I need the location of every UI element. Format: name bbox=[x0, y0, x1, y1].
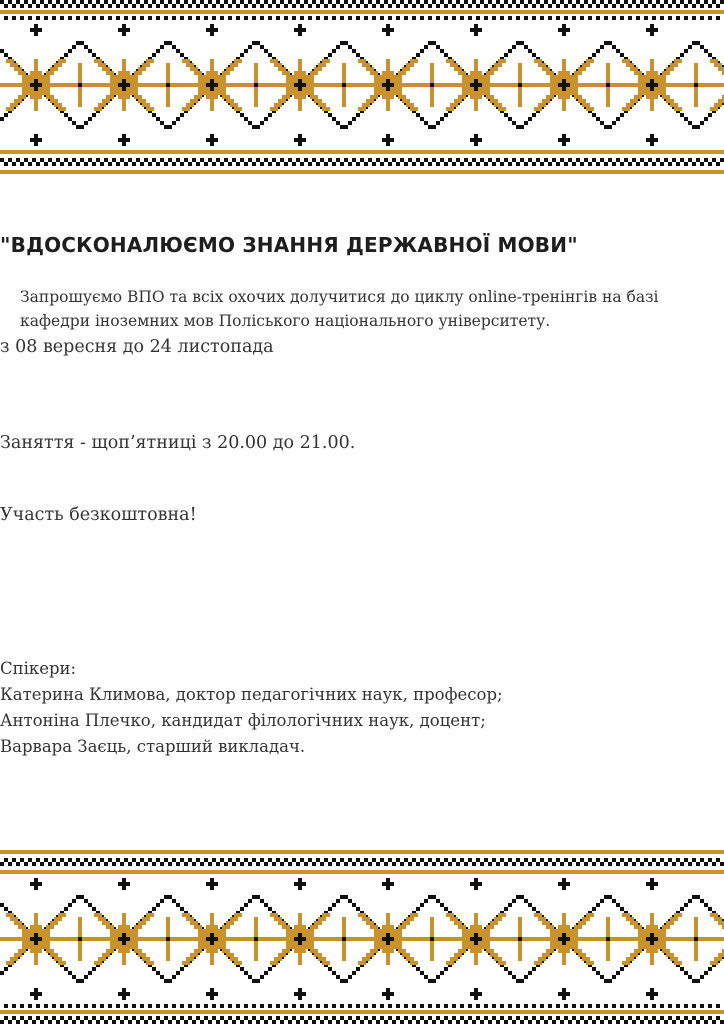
speaker-item: Антоніна Плечко, кандидат філологічних наук, доцент; bbox=[0, 711, 486, 730]
date-range: з 08 вересня до 24 листопада bbox=[0, 337, 274, 357]
embroidery-border-top bbox=[0, 0, 724, 178]
free-participation-text: Участь безкоштовна! bbox=[0, 505, 197, 525]
schedule-text: Заняття - щоп’ятниці з 20.00 до 21.00. bbox=[0, 433, 356, 453]
speaker-item: Катерина Климова, доктор педагогічних наук, професор; bbox=[0, 685, 503, 704]
invitation-line-2: кафедри іноземних мов Поліського національного університету. bbox=[20, 312, 551, 330]
speaker-item: Варвара Заєць, старший викладач. bbox=[0, 737, 306, 756]
invitation-line-1: Запрошуємо ВПО та всіх охочих долучитися до циклу online-тренінгів на базі bbox=[20, 288, 659, 306]
invitation-text bbox=[20, 285, 704, 333]
speakers-section bbox=[0, 656, 724, 760]
embroidery-border-bottom bbox=[0, 846, 724, 1024]
page-title: "ВДОСКОНАЛЮЄМО ЗНАННЯ ДЕРЖАВНОЇ МОВИ" bbox=[0, 233, 578, 257]
speakers-heading: Спікери: bbox=[0, 659, 77, 678]
